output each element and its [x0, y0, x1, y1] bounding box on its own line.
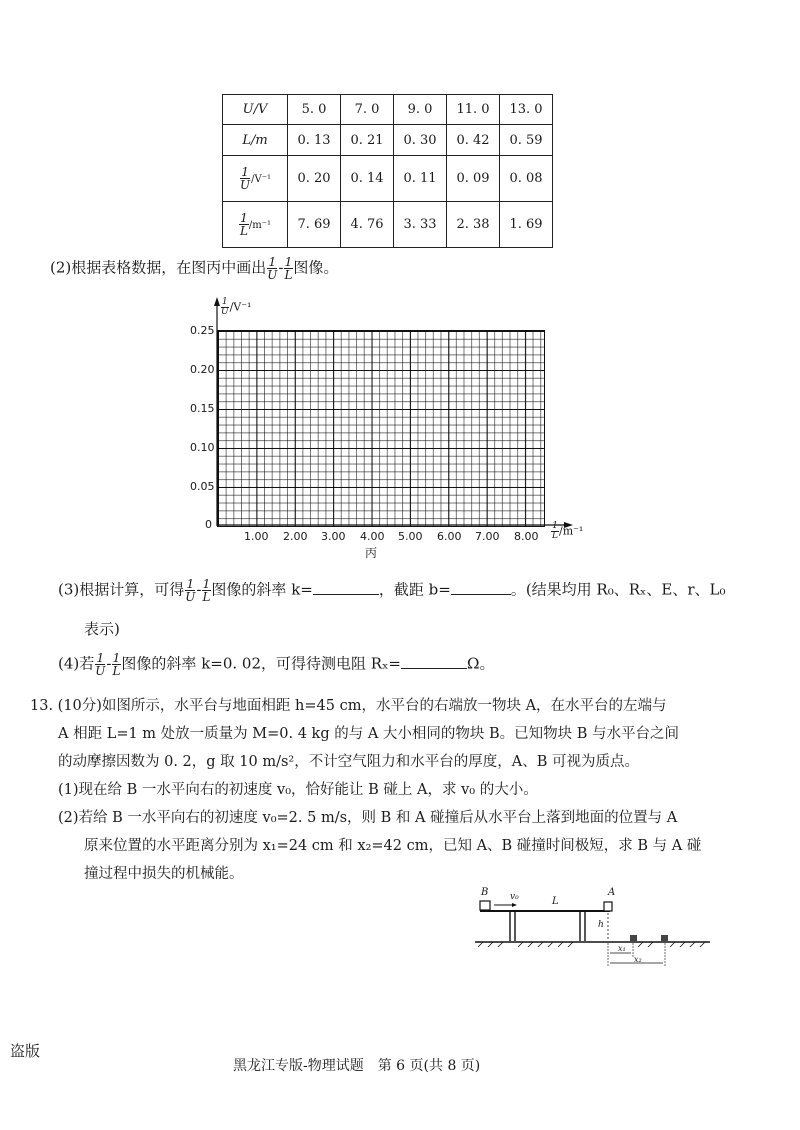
cell: 0. 09 [447, 156, 500, 202]
cell: 4. 76 [341, 202, 394, 248]
question-2: (2)根据表格数据，在图丙中画出 $\frac{1}{U}$ - $\frac{1}{L}$ 图像。 [50, 255, 339, 282]
cell: 3. 33 [394, 202, 447, 248]
label-A: A [608, 887, 616, 898]
cell: 5. 0 [288, 95, 341, 125]
label-v0: v₀ [510, 892, 519, 902]
q13-line5: (2)若给 B 一水平向右的初速度 v₀=2. 5 m/s，则 B 和 A 碰撞后从水平台上落到地面的位置与 A [58, 810, 678, 826]
cell: 11. 0 [447, 95, 500, 125]
y-tick: 0 [205, 518, 212, 531]
cell: 7. 69 [288, 202, 341, 248]
cell: 0. 13 [288, 125, 341, 156]
question-3: (3)根据计算，可得 $\frac{1}{U}$ - $\frac{1}{L}$ 图像的斜率 k= ，截距 b= 。(结果均用 R₀、Rₓ、E、r、L₀ [58, 577, 726, 604]
x-tick: 2.00 [283, 530, 308, 543]
cell: 13. 0 [500, 95, 553, 125]
y-tick: 0.10 [190, 441, 215, 454]
x-tick: 4.00 [360, 530, 385, 543]
question-3-cont: 表示) [84, 620, 120, 638]
q13-line3: 的动摩擦因数为 0. 2，g 取 10 m/s²，不计空气阻力和水平台的厚度，A、B 可视为质点。 [58, 754, 639, 770]
y-axis-label: $\frac{1}{U}$ /V⁻¹ [221, 297, 252, 317]
q13-line4: (1)现在给 B 一水平向右的初速度 v₀，恰好能让 B 碰上 A，求 v₀ 的大小。 [58, 782, 538, 798]
footer-watermark: 盗版 [10, 1042, 41, 1060]
label-h: h [598, 920, 604, 930]
footer-page-info: 黑龙江专版-物理试题 第 6 页(共 8 页) [233, 1058, 481, 1074]
y-tick: 0.20 [190, 363, 215, 376]
x-tick: 5.00 [398, 530, 423, 543]
cell: 2. 38 [447, 202, 500, 248]
q13-line2: A 相距 L=1 m 处放一质量为 M=0. 4 kg 的与 A 大小相同的物块 B。已知物块 B 与水平台之间 [58, 726, 680, 742]
row-header: U/V [223, 95, 288, 125]
x-tick: 3.00 [321, 530, 346, 543]
y-tick: 0.25 [190, 324, 215, 337]
q13-line6: 原来位置的水平距离分别为 x₁=24 cm 和 x₂=42 cm，已知 A、B 碰撞时间极短，求 B 与 A 碰 [84, 838, 702, 854]
cell: 0. 08 [500, 156, 553, 202]
cell: 0. 21 [341, 125, 394, 156]
cell: 0. 42 [447, 125, 500, 156]
label-B: B [481, 887, 489, 898]
cell: 7. 0 [341, 95, 394, 125]
row-header: L/m [223, 125, 288, 156]
cell: 0. 20 [288, 156, 341, 202]
cell: 1. 69 [500, 202, 553, 248]
label-L: L [552, 896, 559, 907]
x-axis-label: $\frac{1}{L}$ /m⁻¹ [552, 521, 584, 541]
y-tick: 0.15 [190, 402, 215, 415]
cell: 0. 30 [394, 125, 447, 156]
y-tick: 0.05 [190, 480, 215, 493]
row-header: $\frac{1}{L}$ /m⁻¹ [223, 202, 288, 248]
cell: 0. 14 [341, 156, 394, 202]
row-header: $\frac{1}{U}$ /V⁻¹ [223, 156, 288, 202]
x-tick: 8.00 [514, 530, 539, 543]
cell: 0. 59 [500, 125, 553, 156]
x-tick: 6.00 [437, 530, 462, 543]
cell: 9. 0 [394, 95, 447, 125]
fraction: $\frac{1}{L}$ [239, 211, 248, 238]
x-tick: 1.00 [244, 530, 269, 543]
cell: 0. 11 [394, 156, 447, 202]
label-x1: x₁ [618, 944, 626, 953]
figure-caption: 丙 [365, 546, 378, 560]
fraction: $\frac{1}{U}$ [239, 165, 251, 192]
q13-line7: 撞过程中损失的机械能。 [84, 866, 244, 882]
q13-line1: 13. (10分)如图所示，水平台与地面相距 h=45 cm，水平台的右端放一物块 A，在水平台的左端与 [30, 698, 667, 714]
question-4: (4)若 $\frac{1}{U}$ - $\frac{1}{L}$ 图像的斜率 k=0. 02，可得待测电阻 Rₓ= Ω。 [58, 651, 495, 678]
label-x2: x₂ [634, 955, 642, 964]
x-tick: 7.00 [475, 530, 500, 543]
